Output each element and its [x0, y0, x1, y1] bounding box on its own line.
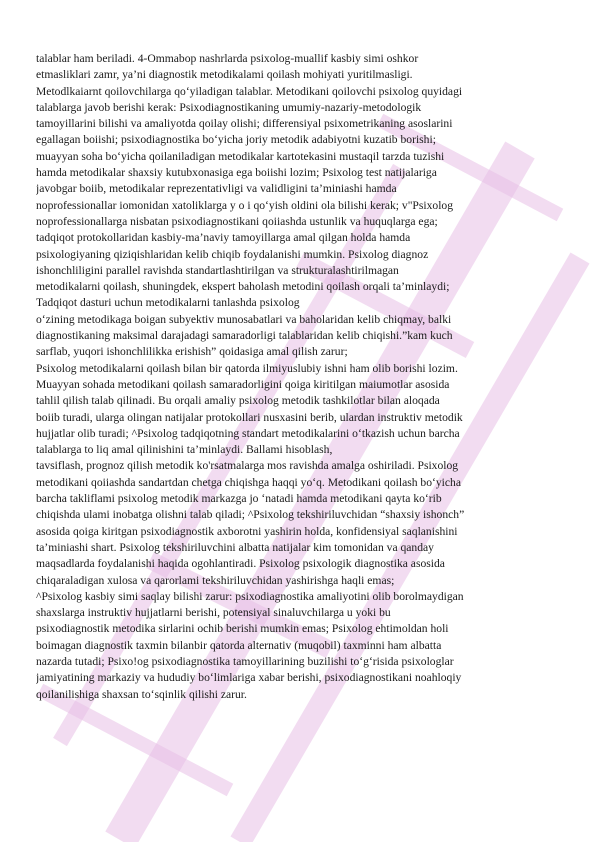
- text-line: ishonchliligini parallel ravishda standartlashtirilgan va strukturalashtirilmagan: [36, 263, 399, 277]
- text-line: hujjatlar olib turadi; ^Psixolog tadqiqotning standart metodikalarini o‘tkazish uchun barcha: [36, 426, 460, 440]
- text-line: tadqiqot protokollaridan kasbiy-ma’naviy tamoyillarga amal qilgan holda hamda: [36, 231, 411, 245]
- text-line: psixologiyaning qiziqishlaridan kelib chiqib foydalanishi mumkin. Psixolog diagnoz: [36, 247, 429, 261]
- text-line: boimagan diagnostik taxmin bilanbir qatorda alternativ (muqobil) taxminni ham albatta: [36, 638, 442, 652]
- text-line: Psixolog metodikalarni qoilash bilan bir qatorda ilmiyuslubiy ishni ham olib borishi lozim.: [36, 361, 458, 375]
- text-line: muayyan soha bo‘yicha qoilaniladigan metodikalar kartotekasini mustaqil tarzda tuzishi: [36, 149, 445, 163]
- text-line: chiqishda ulami inobatga olishni talab qiladi; ^Psixolog tekshiriluvchidan “shaxsiy ishonch”: [36, 508, 465, 522]
- text-line: metodikalarni qoilash, shuningdek, ekspert baholash metodini qoilash orqali ta’minlaydi;: [36, 280, 450, 294]
- text-line: chiqaraladigan xulosa va qarorlami tekshiriluvchidan yashirishga haqli emas;: [36, 573, 395, 587]
- text-line: talablarga javob berishi kerak: Psixodiagnostikaning umumiy-nazariy-metodologik: [36, 100, 422, 114]
- text-line: o‘zining metodikaga boigan subyektiv munosabatlari va baholaridan kelib chiqmay, balki: [36, 312, 452, 326]
- body-text: [36, 51, 562, 703]
- text-line: shaxslarga instruktiv hujjatlarni berishi, potensiyal sinaluvchilarga u yoki bu: [36, 606, 391, 620]
- text-line: sarflab, yuqori ishonchlilikka erishish” qoidasiga amal qilish zarur;: [36, 345, 348, 359]
- text-line: maqsadlarda foydalanishi haqida ogohlantiradi. Psixolog psixologik diagnostika asosida: [36, 557, 445, 571]
- text-line: Tadqiqot dasturi uchun metodikalarni tanlashda psixolog: [36, 296, 300, 310]
- text-line: etmasliklari zamr, ya’ni diagnostik metodikalami qoilash mohiyati yuritilmasligi.: [36, 68, 413, 82]
- text-line: tamoyillarini bilishi va amaliyotda qoilay olishi; differensiyal psixometrikaning asoslarini: [36, 117, 453, 131]
- text-line: javobgar boiib, metodikalar reprezentativligi va validligini ta’miniashi hamda: [36, 182, 397, 196]
- text-line: jamiyatining markaziy va hududiy bo‘limlariga xabar berishi, psixodiagnostikani noahloqiy: [36, 671, 462, 685]
- text-line: ta’miniashi shart. Psixolog tekshiriluvchini albatta natijalar kim tomonidan va qanday: [36, 540, 434, 554]
- text-line: boiib turadi, ularga olingan natijalar protokollari nusxasini berib, ulardan instruktiv metodik: [36, 410, 463, 424]
- text-line: Metodlkaiarnt qoilovchilarga qo‘yiladigan talablar. Metodikani qoilovchi psixolog quyidagi: [36, 84, 463, 98]
- text-line: talablarga to liq amal qilinishini ta’minlaydi. Ballami hisoblash,: [36, 443, 333, 457]
- text-line: tahlil qilish talab qilinadi. Bu orqali amaliy psixolog metodik tashkilotlar bilan aloqada: [36, 394, 440, 408]
- text-line: psixodiagnostik metodika sirlarini ochib berishi mumkin emas; Psixolog ehtimoldan holi: [36, 622, 449, 636]
- text-line: qoilanilishiga shaxsan to‘sqinlik qilishi zarur.: [36, 687, 247, 701]
- text-line: talablar ham beriladi. 4-Ommabop nashrlarda psixolog-muallif kasbiy simi oshkor: [36, 52, 419, 65]
- text-line: noprofessionallar iomonidan xatoliklarga y o i qo‘yish oldini ola bilishi kerak; v"Psixolog: [36, 198, 454, 212]
- text-line: Muayyan sohada metodikani qoilash samaradorligini qoiga kiritilgan maiumotlar asosida: [36, 377, 450, 391]
- text-line: tavsiflash, prognoz qilish metodik ko'rsatmalarga mos ravishda amalga oshiriladi. Psixolog: [36, 459, 459, 473]
- text-line: metodikani qoiiashda sandartdan chetga chiqishga haqqi yo‘q. Metodikani qoilash bo‘yicha: [36, 475, 461, 489]
- text-line: barcha takliflami psixolog metodik markazga jo ‘natadi hamda metodikani qayta ko‘rib: [36, 492, 442, 506]
- text-line: egallagan boiishi; psixodiagnostika bo‘yicha joriy metodik adabiyotni kuzatib borishi;: [36, 133, 436, 147]
- text-line: noprofessionallarga nisbatan psixodiagnostikani qoiiashda ustunlik va huquqlarga ega;: [36, 214, 438, 228]
- text-line: ^Psixolog kasbiy simi saqlay bilishi zarur: psixodiagnostika amaliyotini olib borolmaydigan: [36, 589, 464, 603]
- text-line: diagnostikaning maksimal darajadagi samaradorligi talablaridan kelib chiqishi.”kam kuch: [36, 329, 453, 343]
- text-line: hamda metodikalar shaxsiy kutubxonasiga ega boiishi lozim; Psixolog test natijalariga: [36, 166, 437, 180]
- text-line: asosida qoiga kiritgan psixodiagnostik axborotni yashirin holda, konfidensiyal saqlanishini: [36, 524, 458, 538]
- text-line: nazarda tutadi; Psixo!og psixodiagnostika tamoyillarining buzilishi to‘g‘risida psixologlar: [36, 654, 454, 668]
